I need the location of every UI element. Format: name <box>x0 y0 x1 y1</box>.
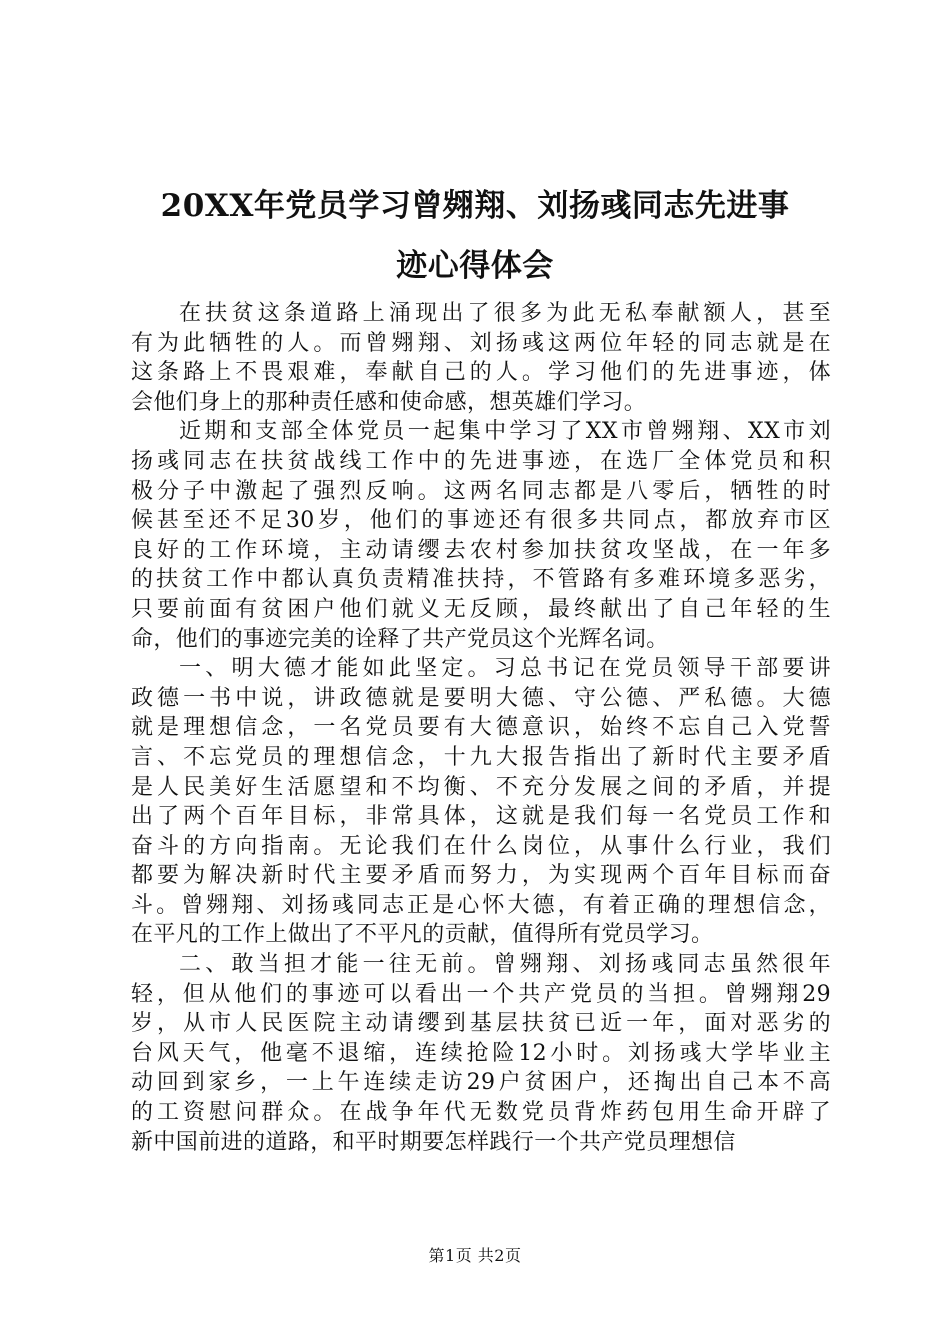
paragraph-line: 会他们身上的那种责任感和使命感，想英雄们学习。 <box>131 389 647 415</box>
paragraph-line: 言、不忘党员的理想信念，十九大报告指出了新时代主要矛盾 <box>131 744 831 770</box>
document-body <box>131 299 831 1157</box>
paragraph-line: 的工资慰问群众。在战争年代无数党员背炸药包用生命开辟了 <box>131 1100 831 1126</box>
paragraph-line: 扬彧同志在扶贫战线工作中的先进事迹，在选厂全体党员和积 <box>131 448 831 474</box>
paragraph-line: 候甚至还不足30岁，他们的事迹还有很多共同点，都放弃市区 <box>131 508 831 534</box>
paragraph-line: 在扶贫这条道路上涌现出了很多为此无私奉献额人，甚至 <box>179 301 831 326</box>
document-title-line-2: 迹心得体会 <box>396 248 554 284</box>
paragraph-line: 命，他们的事迹完美的诠释了共产党员这个光辉名词。 <box>131 626 669 652</box>
paragraph-line: 动回到家乡，一上午连续走访29户贫困户，还掏出自己本不高 <box>131 1070 831 1096</box>
paragraph-line: 二、敢当担才能一往无前。曾翙翔、刘扬彧同志虽然很年 <box>179 952 831 978</box>
paragraph-line: 在平凡的工作上做出了不平凡的贡献，值得所有党员学习。 <box>131 922 714 948</box>
paragraph-line: 这条路上不畏艰难，奉献自己的人。学习他们的先进事迹，体 <box>131 360 831 386</box>
page-footer: 第1页 共2页 <box>428 1246 522 1265</box>
paragraph-line: 只要前面有贫困户他们就义无反顾，最终献出了自己年轻的生 <box>131 596 831 622</box>
paragraph-line: 就是理想信念，一名党员要有大德意识，始终不忘自己入党誓 <box>131 715 831 741</box>
paragraph-line: 极分子中激起了强烈反响。这两名同志都是八零后，牺牲的时 <box>131 478 831 504</box>
paragraph-line: 奋斗的方向指南。无论我们在什么岗位，从事什么行业，我们 <box>131 833 831 859</box>
paragraph-line: 政德一书中说，讲政德就是要明大德、守公德、严私德。大德 <box>131 685 831 711</box>
paragraph-line: 台风天气，他毫不退缩，连续抢险12小时。刘扬彧大学毕业主 <box>131 1040 831 1066</box>
paragraph-line: 新中国前进的道路，和平时期要怎样践行一个共产党员理想信 <box>131 1129 736 1155</box>
paragraph-line: 近期和支部全体党员一起集中学习了XX市曾翙翔、XX市刘 <box>179 419 831 445</box>
document-title-line-1: 20XX年党员学习曾翙翔、刘扬彧同志先进事 <box>160 188 790 224</box>
paragraph-line: 的扶贫工作中都认真负责精准扶持，不管路有多难环境多恶劣， <box>131 567 831 593</box>
paragraph-line: 斗。曾翙翔、刘扬彧同志正是心怀大德，有着正确的理想信念， <box>131 892 831 918</box>
paragraph-line: 一、明大德才能如此坚定。习总书记在党员领导干部要讲 <box>179 656 831 682</box>
paragraph-line: 良好的工作环境，主动请缨去农村参加扶贫攻坚战，在一年多 <box>131 537 831 563</box>
paragraph-line: 出了两个百年目标，非常具体，这就是我们每一名党员工作和 <box>131 804 831 830</box>
paragraph-line: 岁，从市人民医院主动请缨到基层扶贫已近一年，面对恶劣的 <box>131 1011 831 1037</box>
paragraph <box>131 299 831 417</box>
paragraph <box>131 950 831 1157</box>
paragraph <box>131 417 831 654</box>
paragraph-line: 是人民美好生活愿望和不均衡、不充分发展之间的矛盾，并提 <box>131 774 831 800</box>
paragraph <box>131 654 831 950</box>
paragraph-line: 轻，但从他们的事迹可以看出一个共产党员的当担。曾翙翔29 <box>131 981 831 1007</box>
paragraph-line: 有为此牺牲的人。而曾翙翔、刘扬彧这两位年轻的同志就是在 <box>131 330 831 356</box>
paragraph-line: 都要为解决新时代主要矛盾而努力，为实现两个百年目标而奋 <box>131 863 831 889</box>
